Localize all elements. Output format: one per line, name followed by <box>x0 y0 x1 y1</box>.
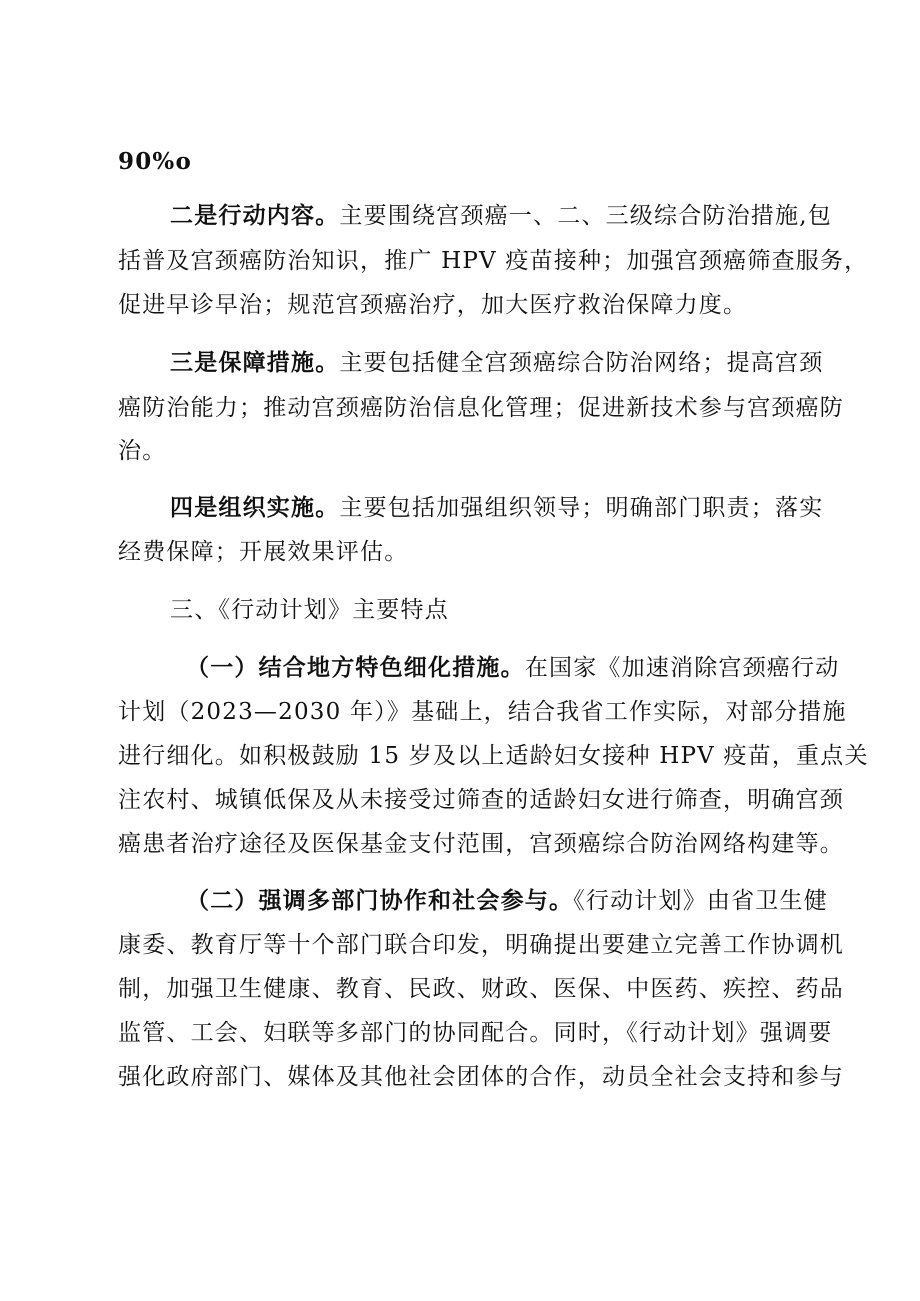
sub-2-line-2: 康委、教育厅等十个部门联合印发，明确提出要建立完善工作协调机 <box>118 932 844 958</box>
sub-1-line-5: 癌患者治疗途径及医保基金支付范围，宫颈癌综合防治网络构建等。 <box>118 831 844 857</box>
sub-2-lead: （二）强调多部门协作和社会参与。 <box>186 887 574 914</box>
para-2-line-3: 促进早诊早治；规范宫颈癌治疗，加大医疗救治保障力度。 <box>118 292 748 318</box>
para-3-lead: 三是保障措施。 <box>170 349 340 376</box>
para-2-lead: 二是行动内容。 <box>170 202 340 229</box>
sub-2-line-5: 强化政府部门、媒体及其他社会团体的合作，动员全社会支持和参与 <box>118 1064 844 1090</box>
sub-1-line-1 <box>186 653 839 683</box>
sub-1-line-3: 进行细化。如积极鼓励 15 岁及以上适龄妇女接种 HPV 疫苗，重点关 <box>118 743 869 769</box>
sub-1-line-1-text: 在国家《加速消除宫颈癌行动 <box>524 655 840 681</box>
sub-2-line-1-text: 《行动计划》由省卫生健 <box>573 888 828 914</box>
para-2-line-1 <box>170 201 832 231</box>
sub-1-lead: （一）结合地方特色细化措施。 <box>186 654 525 681</box>
para-4-line-2: 经费保障；开展效果评估。 <box>118 539 409 565</box>
para-2-line-1-text: 主要围绕宫颈癌一、二、三级综合防治措施,包 <box>339 203 832 229</box>
para-3-line-1 <box>170 348 823 378</box>
para-3-line-3: 治。 <box>118 438 167 464</box>
sub-1-line-2: 计划（2023—2030 年）》基础上，结合我省工作实际，对部分措施 <box>118 699 847 725</box>
section-heading: 三、《行动计划》主要特点 <box>170 597 449 623</box>
sub-2-line-4: 监管、工会、妇联等多部门的协同配合。同时，《行动计划》强调要 <box>118 1020 833 1046</box>
para-4-line-1 <box>170 493 823 523</box>
para-4-lead: 四是组织实施。 <box>170 494 340 521</box>
sub-2-line-1 <box>186 886 828 916</box>
para-2-line-2: 括普及宫颈癌防治知识，推广 HPV 疫苗接种；加强宫颈癌筛查服务， <box>118 248 869 274</box>
top-fragment: 90%o <box>118 148 193 175</box>
para-3-line-2: 癌防治能力；推动宫颈癌防治信息化管理；促进新技术参与宫颈癌防 <box>118 395 844 421</box>
sub-2-line-3: 制，加强卫生健康、教育、民政、财政、医保、中医药、疾控、药品 <box>118 976 844 1002</box>
para-3-line-1-text: 主要包括健全宫颈癌综合防治网络；提高宫颈 <box>339 350 824 376</box>
sub-1-line-4: 注农村、城镇低保及从未接受过筛查的适龄妇女进行筛查，明确宫颈 <box>118 787 844 813</box>
para-4-line-1-text: 主要包括加强组织领导；明确部门职责；落实 <box>339 495 824 521</box>
